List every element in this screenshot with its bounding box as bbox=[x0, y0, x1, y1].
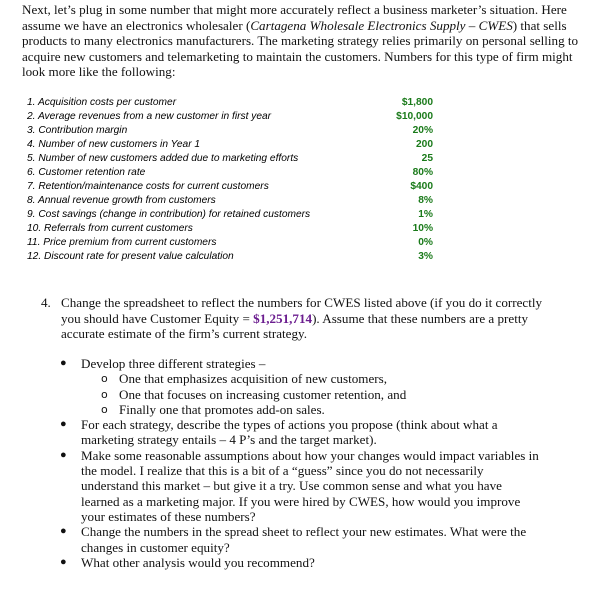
param-label: 12. Discount rate for present value calculation bbox=[27, 251, 234, 262]
param-value: 0% bbox=[418, 237, 433, 248]
param-row bbox=[27, 138, 433, 152]
question-4 bbox=[41, 295, 561, 342]
param-row bbox=[27, 222, 433, 236]
list-item bbox=[60, 524, 540, 555]
list-item bbox=[60, 555, 540, 570]
sub-item-text: One that emphasizes acquisition of new customers, bbox=[119, 371, 387, 387]
param-label: 4. Number of new customers in Year 1 bbox=[27, 139, 201, 150]
sub-list-item bbox=[99, 402, 540, 417]
param-label: 3. Contribution margin bbox=[27, 125, 128, 136]
question-text-after: ). Assume that these numbers are a pretty accurate estimate of the firm’s current strategy. bbox=[61, 310, 529, 342]
parameters-table bbox=[27, 96, 433, 264]
param-label: 2. Average revenues from a new customer in first year bbox=[27, 111, 272, 122]
param-label: 11. Price premium from current customers bbox=[27, 237, 217, 248]
intro-text-1: Next, let’s plug in some number that might more accurately reflect a business marketer’s situation. Here assume we have an electronics wholesaler ( bbox=[22, 2, 567, 33]
param-value: 25 bbox=[421, 153, 433, 164]
param-value: $400 bbox=[410, 181, 433, 192]
circle-bullet-icon: o bbox=[101, 402, 108, 416]
param-row bbox=[27, 250, 433, 264]
param-value: $10,000 bbox=[396, 111, 433, 122]
list-item bbox=[60, 356, 540, 417]
bullet-icon: ● bbox=[60, 357, 67, 369]
param-label: 10. Referrals from current customers bbox=[27, 223, 193, 234]
bullet-text: Make some reasonable assumptions about how your changes would impact variables in the model. I realize that this is a bit of a “guess” since you do not necessarily understand this market – but give it a try. Use common sense and what you have learned as a marketing major. If you were hired by CWES, how would you improve your estimates of these numbers? bbox=[81, 447, 539, 524]
param-row bbox=[27, 166, 433, 180]
bullet-text: Change the numbers in the spread sheet to reflect your new estimates. What were the changes in customer equity? bbox=[81, 524, 527, 555]
param-value: 20% bbox=[412, 125, 433, 136]
param-label: 6. Customer retention rate bbox=[27, 167, 146, 178]
sub-item-text: One that focuses on increasing customer retention, and bbox=[119, 386, 407, 402]
param-value: 3% bbox=[418, 251, 433, 262]
sub-item-text: Finally one that promotes add-on sales. bbox=[119, 401, 325, 417]
param-label: 1. Acquisition costs per customer bbox=[27, 97, 177, 108]
circle-bullet-icon: o bbox=[101, 372, 108, 386]
intro-text-2: ) that sells products to many electronics manufacturers. The marketing strategy relies primarily on personal selling to acquire new customers and telemarketing to maintain the customers. Numbers for this type of firm might look more like the following: bbox=[22, 17, 579, 80]
param-value: 1% bbox=[418, 209, 433, 220]
sub-list-item bbox=[99, 387, 540, 402]
intro-paragraph bbox=[22, 2, 582, 80]
param-value: 80% bbox=[412, 167, 433, 178]
customer-equity-value: $1,251,714 bbox=[253, 310, 313, 326]
param-row bbox=[27, 208, 433, 222]
question-text bbox=[61, 295, 561, 342]
bullet-icon: ● bbox=[60, 418, 67, 431]
param-value: 200 bbox=[416, 139, 433, 150]
bullet-text: Develop three different strategies – bbox=[81, 356, 266, 371]
param-value: 8% bbox=[418, 195, 433, 206]
param-label: 8. Annual revenue growth from customers bbox=[27, 195, 216, 206]
sub-list-item bbox=[99, 371, 540, 386]
company-name: Cartagena Wholesale Electronics Supply – CWES bbox=[250, 17, 513, 33]
list-item bbox=[60, 417, 540, 448]
question-text-before: Change the spreadsheet to reflect the numbers for CWES listed above (if you do it correctly you should have Customer Equity = bbox=[61, 295, 543, 326]
param-row bbox=[27, 96, 433, 110]
bullet-icon: ● bbox=[60, 555, 67, 568]
question-number: 4. bbox=[41, 295, 51, 310]
param-value: 10% bbox=[412, 223, 433, 234]
task-bullet-list bbox=[60, 356, 540, 570]
bullet-text: For each strategy, describe the types of actions you propose (think about what a marketing strategy entails – 4 P’s and the target market). bbox=[81, 417, 498, 448]
list-item bbox=[60, 448, 540, 524]
strategy-sublist bbox=[81, 371, 540, 417]
bullet-icon: ● bbox=[60, 525, 67, 538]
param-label: 5. Number of new customers added due to marketing efforts bbox=[27, 153, 299, 164]
param-row bbox=[27, 236, 433, 250]
param-row bbox=[27, 110, 433, 124]
bullet-text: What other analysis would you recommend? bbox=[81, 554, 315, 570]
param-row bbox=[27, 194, 433, 208]
param-row bbox=[27, 180, 433, 194]
param-row bbox=[27, 124, 433, 138]
param-label: 9. Cost savings (change in contribution) for retained customers bbox=[27, 209, 311, 220]
bullet-icon: ● bbox=[60, 448, 67, 461]
param-value: $1,800 bbox=[401, 97, 433, 108]
param-label: 7. Retention/maintenance costs for current customers bbox=[27, 181, 269, 192]
param-row bbox=[27, 152, 433, 166]
circle-bullet-icon: o bbox=[101, 387, 108, 401]
